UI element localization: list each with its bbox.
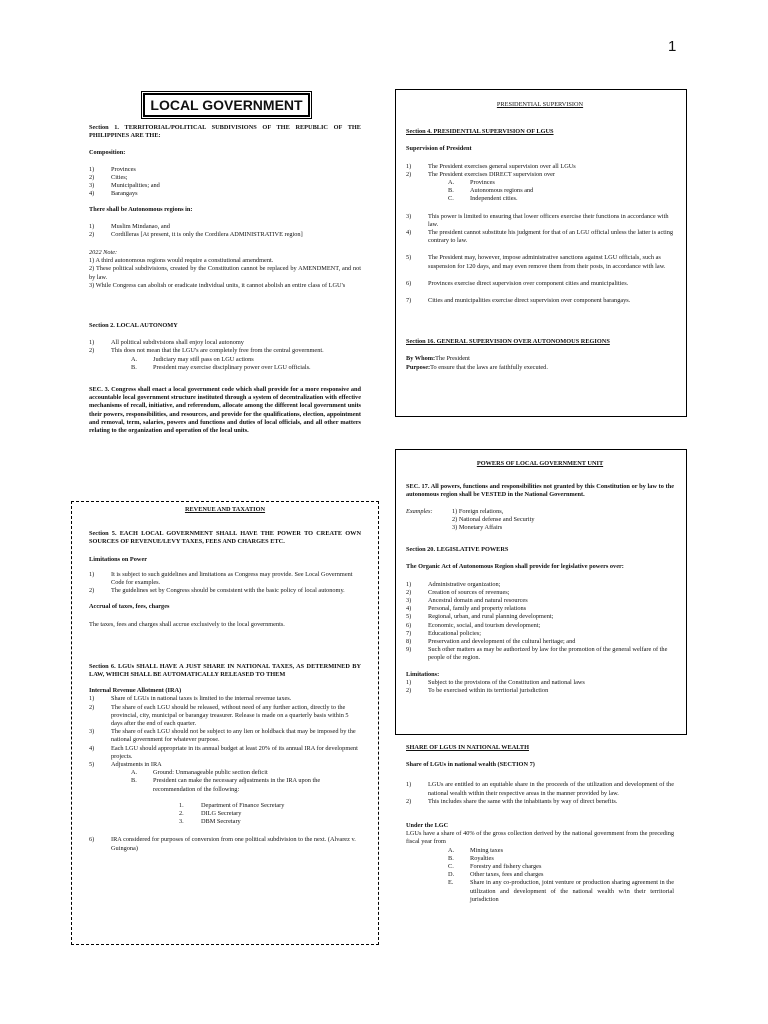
list-item: 5) The President may, however, impose administrative sanctions against LGU officials, such as suspension for 120 days, and may even remove them from their posts, in accordance with law. <box>406 254 666 270</box>
list-item: 2) The guidelines set by Congress should be consistent with the basic policy of local autonomy. <box>89 587 345 595</box>
examples-label: Examples: <box>406 507 433 515</box>
ira-label: Internal Revenue Allotment (IRA) <box>89 687 182 695</box>
list-item: 2) The President exercises DIRECT supervision over <box>406 170 556 178</box>
by-whom: By Whom:The President <box>406 355 470 363</box>
page-number: 1 <box>668 38 677 55</box>
sub-item: B. Autonomous regions and <box>448 187 534 195</box>
sub-item: B. Royalties <box>448 854 494 862</box>
section-2-list <box>89 339 361 372</box>
limitations-list <box>89 571 361 596</box>
limitations-label: Limitations on Power <box>89 555 148 563</box>
list-item: 4) The president cannot substitute his judgment for that of an LGU official unless the latter is acting contrary to law. <box>406 229 674 245</box>
example-item: 2) National defense and Security <box>452 515 535 523</box>
list-item: 4) Barangays <box>89 190 138 198</box>
sub-item: A. Provinces <box>448 179 495 187</box>
sub-item: D. Other taxes, fees and charges <box>448 871 544 879</box>
lgc-list <box>406 847 674 904</box>
list-item: 6) Provinces exercise direct supervision over component cities and municipalities. <box>406 279 629 287</box>
section-20-heading: Section 20. LEGISLATIVE POWERS <box>406 546 509 554</box>
sub-item: A. Mining taxes <box>448 846 504 854</box>
examples <box>406 508 674 533</box>
list-item: 9) Such other matters as may be authorized by law for the promotion of the general welfare of the people of the region. <box>406 646 668 662</box>
list-item: 2) This does not mean that the LGU's are completely free from the central government. <box>89 347 324 355</box>
list-item: 3) Ancestral domain and natural resources <box>406 597 528 605</box>
sub-item: B. President may exercise disciplinary power over LGU officials. <box>131 363 311 371</box>
list-item: 1) Muslim Mindanao, and <box>89 222 170 230</box>
list-item: 1) Administrative organization; <box>406 580 501 588</box>
powers-heading: POWERS OF LOCAL GOVERNMENT UNIT <box>476 460 604 467</box>
sub-item: A. Judiciary may still pass on LGU actions <box>131 355 254 363</box>
composition-list <box>89 166 361 199</box>
list-item: 2) The share of each LGU should be released, without need of any further action, directly to the provincial, city, municipal or barangay treasurer. Release is made on a quarterly basis within 5 days after the end of each quarter. <box>89 703 349 728</box>
list-item: 4) Personal, family and property relations <box>406 605 527 613</box>
sub-item: 2. DILG Secretary <box>179 810 242 818</box>
section-6-heading: Section 6. LGUs SHALL HAVE A JUST SHARE IN NATIONAL TAXES, AS DETERMINED BY LAW, WHICH SHALL BE AUTOMATICALLY RELEASED TO THEM <box>89 662 361 679</box>
list-item: 2) Cities; <box>89 173 128 181</box>
list-item: 6) Economic, social, and tourism development; <box>406 621 541 629</box>
page-title: LOCAL GOVERNMENT <box>143 93 310 117</box>
section-3-text: SEC. 3. Congress shall enact a local government code which shall provide for a more responsive and accountable local government structure instituted through a system of decentralization with effective mechanisms of recall, initiative, and referendum, allocate among the different local government units their powers, responsibilities, and resources, and provide for the qualifications, election, appointment and removal, term, salaries, powers and functions and duties of local officials, and all other matters relating to the organization and operation of the local units. <box>89 386 361 435</box>
list-item: 2) Cordilleras [At present, it is only the Cordilera ADMINISTRATIVE region] <box>89 230 303 238</box>
list-item: 2) To be exercised within its territorial jurisdiction <box>406 687 549 695</box>
list-item: 2) This includes share the same with the inhabitants by way of direct benefits. <box>406 797 618 805</box>
list-item: 3) This power is limited to ensuring that lower officers exercise their functions in accordance with law. <box>406 212 669 228</box>
powers-limitations-label: Limitations: <box>406 670 440 678</box>
composition-label: Composition: <box>89 149 126 157</box>
example-item: 3) Monetary Affairs <box>452 524 503 532</box>
sub-item: 1. Department of Finance Secretary <box>179 801 285 809</box>
list-item: 1) Subject to the provisions of the Constitution and national laws <box>406 678 585 686</box>
list-item: 1) All political subdivisions shall enjoy local autonomy <box>89 339 244 347</box>
powers-column <box>406 460 674 695</box>
sub-item: A. Ground: Unmanageable public section deficit <box>131 769 268 777</box>
list-item: 8) Preservation and development of the cultural heritage; and <box>406 638 576 646</box>
list-item: 3) The share of each LGU should not be subject to any lien or holdback that may be imposed by the national government for whatever purpose. <box>89 728 356 744</box>
list-item: 2) Creation of sources of revenues; <box>406 588 510 596</box>
list-item: 1) It is subject to such guidelines and limitations as Congress may provide. See Local Government Code for examples. <box>89 570 353 587</box>
list-item: 6) IRA considered for purposes of conversion from one political subdivision to the next. (Alvarez v. Guingona) <box>89 836 356 852</box>
section-16-heading: Section 16. GENERAL SUPERVISION OVER AUTONOMOUS REGIONS <box>406 338 610 346</box>
sub-item: 3. DBM Secretary <box>179 818 241 826</box>
supervision-list <box>406 163 674 306</box>
section-17-text: SEC. 17. All powers, functions and responsibilities not granted by this Constitution or by law to the autonomous region shall be VESTED in the National Government. <box>406 483 674 499</box>
list-item: 1) Share of LGUs in national taxes is limited to the internal revenue taxes. <box>89 695 292 703</box>
presidential-column <box>406 101 674 372</box>
sub-item: B. President can make the necessary adjustments in the IRA upon the recommendation of the following: <box>131 777 321 793</box>
revenue-heading: REVENUE AND TAXATION <box>184 506 266 513</box>
wealth-sub-heading: Share of LGUs in national wealth (SECTION 7) <box>406 761 535 769</box>
autonomous-list <box>89 223 361 239</box>
left-column <box>89 124 361 435</box>
lgc-label: Under the LGC <box>406 822 449 830</box>
list-item: 5) Adjustments in IRA <box>89 761 162 769</box>
wealth-column <box>406 744 674 904</box>
list-item: 4) Each LGU should appropriate in its annual budget at least 20% of its annual IRA for development projects. <box>89 744 358 760</box>
ira-list <box>89 695 361 852</box>
section-1-heading: Section 1. TERRITORIAL/POLITICAL SUBDIVISIONS OF THE REPUBLIC OF THE PHILIPPINES ARE THE: <box>89 124 361 140</box>
presidential-heading: PRESIDENTIAL SUPERVISION <box>496 101 584 108</box>
note-line: 3) While Congress can abolish or eradicate individual units, it cannot abolish an entire class of LGU's <box>89 281 346 289</box>
accrual-text: The taxes, fees and charges shall accrue exclusively to the local governments. <box>89 620 285 628</box>
autonomous-label: There shall be Autonomous regions in: <box>89 206 193 214</box>
section-4-heading: Section 4. PRESIDENTIAL SUPERVISION OF LGUS <box>406 128 554 136</box>
section-5-heading: Section 5. EACH LOCAL GOVERNMENT SHALL HAVE THE POWER TO CREATE OWN SOURCES OF REVENUE/LEVY TAXES, FEES AND CHARGES ETC. <box>89 530 361 546</box>
sub-item: E. Share in any co-production, joint venture or production sharing agreement in the utilization and development of the national wealth w/in their territorial jurisdiction <box>448 879 674 903</box>
note-line: 2) These political subdivisions, created by the Constitution cannot be replaced by AMENDMENT, and not by law. <box>89 265 361 281</box>
list-item: 3) Municipalities; and <box>89 182 160 190</box>
note-label: 2022 Note: <box>89 249 118 257</box>
revenue-column <box>89 506 361 853</box>
sub-item: C. Forestry and fishery charges <box>448 863 542 871</box>
list-item: 1) Provinces <box>89 165 136 173</box>
lgc-text: LGUs have a share of 40% of the gross collection derived by the national government from the preceding fiscal year from <box>406 830 674 846</box>
section-2-heading: Section 2. LOCAL AUTONOMY <box>89 322 178 330</box>
list-item: 1) LGUs are entitled to an equitable share in the proceeds of the utilization and development of the national wealth within their respective areas in the manner provided by law. <box>406 781 674 797</box>
sub-item: C. Independent cities. <box>448 195 518 203</box>
list-item: 7) Educational policies; <box>406 629 481 637</box>
supervision-label: Supervision of President <box>406 145 472 153</box>
accrual-label: Accrual of taxes, fees, charges <box>89 603 170 611</box>
example-item: 1) Foreign relations, <box>452 507 504 515</box>
wealth-heading: SHARE OF LGUS IN NATIONAL WEALTH <box>406 744 529 751</box>
organic-act-text: The Organic Act of Autonomous Region shall provide for legislative powers over: <box>406 563 624 571</box>
purpose: Purpose:To ensure that the laws are faithfully executed. <box>406 363 548 371</box>
legislative-list <box>406 581 674 663</box>
list-item: 1) The President exercises general supervision over all LGUs <box>406 162 576 170</box>
wealth-list <box>406 781 674 806</box>
list-item: 5) Regional, urban, and rural planning development; <box>406 613 554 621</box>
list-item: 7) Cities and municipalities exercise direct supervision over component barangays. <box>406 297 631 305</box>
powers-limitations-list <box>406 679 674 695</box>
note-line: 1) A third autonomous regions would require a constiutional amendment. <box>89 257 274 265</box>
